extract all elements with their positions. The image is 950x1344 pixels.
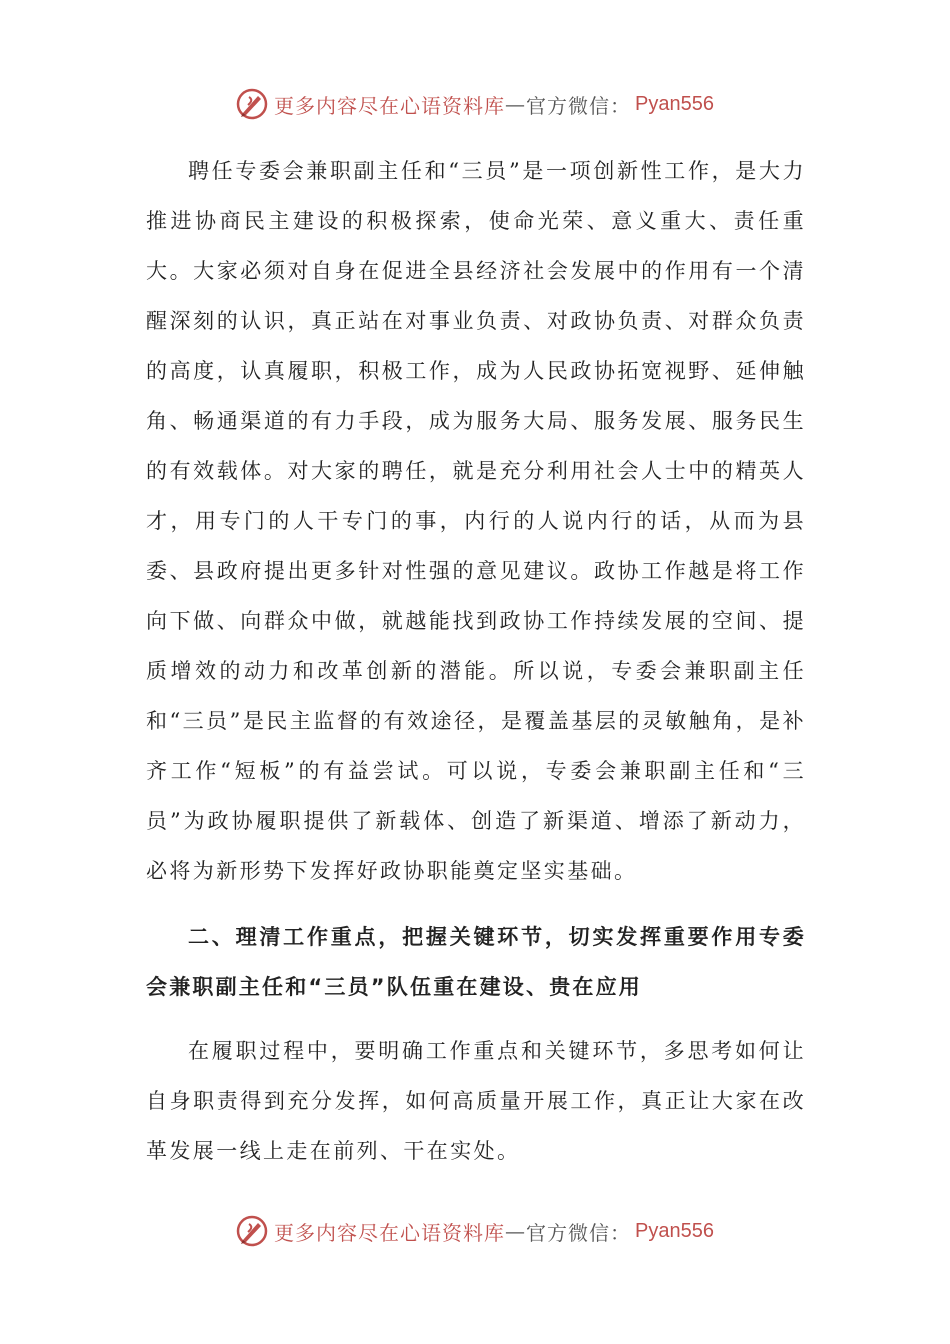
footer-banner [0,1211,950,1251]
footer-separator: — [505,1219,527,1243]
header-wechat-label: 官方微信： [526,93,632,118]
footer-brand-text: 更多内容尽在心语资料库 [274,1220,506,1245]
header-banner [0,84,950,124]
pen-logo-icon [236,88,268,120]
footer-wechat-label: 官方微信： [526,1220,632,1245]
header-brand-text: 更多内容尽在心语资料库 [274,93,506,118]
header-wechat-account: Pyan556 [635,92,714,115]
document-body [146,146,806,1176]
footer-wechat-account: Pyan556 [635,1219,714,1242]
paragraph-2: 在履职过程中，要明确工作重点和关键环节，多思考如何让自身职责得到充分发挥，如何高质量开展工作，真正让大家在改革发展一线上走在前列、干在实处。 [146,1039,806,1163]
pen-logo-icon [236,1215,268,1247]
paragraph-1: 聘任专委会兼职副主任和“三员”是一项创新性工作，是大力推进协商民主建设的积极探索，使命光荣、意义重大、责任重大。大家必须对自身在促进全县经济社会发展中的作用有一个清醒深刻的认识，真正站在对事业负责、对政协负责、对群众负责的高度，认真履职，积极工作，成为人民政协拓宽视野、延伸触角、畅通渠道的有力手段，成为服务大局、服务发展、服务民生的有效载体。对大家的聘任，就是充分利用社会人士中的精英人才，用专门的人干专门的事，内行的人说内行的话，从而为县委、县政府提出更多针对性强的意见建议。政协工作越是将工作向下做、向群众中做，就越能找到政协工作持续发展的空间、提质增效的动力和改革创新的潜能。所以说，专委会兼职副主任和“三员”是民主监督的有效途径，是覆盖基层的灵敏触角，是补齐工作“短板”的有益尝试。可以说，专委会兼职副主任和“三员”为政协履职提供了新载体、创造了新渠道、增添了新动力，必将为新形势下发挥好政协职能奠定坚实基础。 [146,159,806,883]
header-separator: — [505,92,527,116]
section-heading-2: 二、理清工作重点，把握关键环节，切实发挥重要作用专委会兼职副主任和“三员”队伍重在建设、贵在应用 [146,925,806,999]
